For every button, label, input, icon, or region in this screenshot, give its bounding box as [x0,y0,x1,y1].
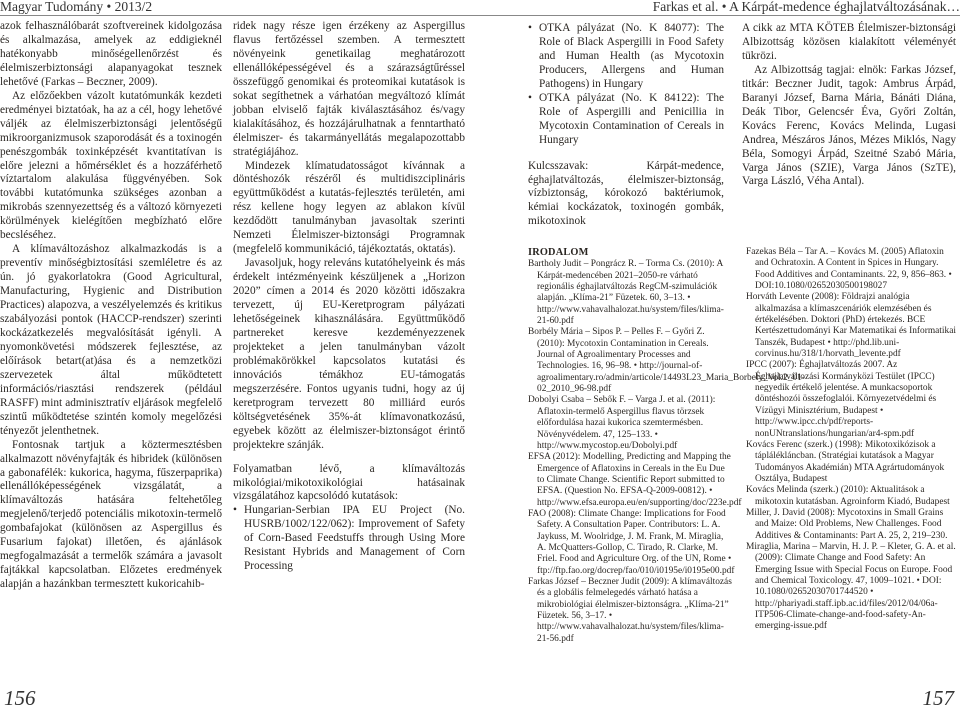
text-column-2 [233,20,465,654]
paragraph: Mindezek klímatudatosságot kívánnak a döntéshozók részéről és multidiszciplináris együttműködést a kutatás-fejlesztés területén, ami rész kellene hogy legyen az ablakon kívül kezdődött tanulmányban javasoltak szerinti Nemzeti Élelmiszer-biztonsági Programnak (megfelelő kommunikáció, tájékoztatás, oktatás). [233,159,465,256]
running-head-left: Magyar Tudomány • 2013/2 [0,0,153,14]
paragraph: Javasoljuk, hogy releváns kutatóhelyeink és más érdekelt intézményeink készüljenek a „Horizon 2020” címen a 2014 és 2020 közötti időszakra tervezett, új EU-Keretprogram pályázati lehetőségeinek kihasználására. Együttműködő partnereket keresve kezdeményezzenek projekteket a jelen tanulmányban vázolt problémakörökkel kapcsolatos kutatási és innovációs témákhoz EU-támogatás megszerzésére. Fontos ugyanis tudni, hogy az új keretprogram tervezett 80 milliárd eurós költségvetésének 35%-át klímavonatkozású, egyebek között az élelmiszer-biztonságot érintő projektekre szánják. [233,257,465,451]
paragraph: Az előzőekben vázolt kutatómunkák kezdeti eredményei biztatóak, ha az a cél, hogy lehetővé váljék az élelmiszerbiztonsági jelentőségű mikroorganizmusok szaporodását és a toxinogén penészgombák toxinképzését kvantitatívan is előre jelezni a hőmérséklet és a hozzáférhető víztartalom alakulása függvényében. Sok további kutatómunka szükséges azonban a mikrobás szennyezettség és a változó környezeti körülmények kielégítően megbízható előre becsléséhez. [0,89,222,242]
paragraph: Fontosnak tartjuk a köztermesztésben alkalmazott növényfajták és hibridek (különösen a gabonafélék: kukorica, hagyma, fűszerpaprika) ellenállóképességének vizsgálatát, a klímaváltozás hatására feltehetőleg megjelenő/terjedő potenciális mikotoxin-termelő gombafajokat (különösen az Aspergillus és Fusarium fajokat) illetően, és ajánlások megfogalmazását a termelők számára a javasolt fajtákkal kapcsolatban. Előzetes eredmények alapján a hazánkban termesztett kukoricahib- [0,438,222,591]
right-page [480,0,960,710]
paragraph: Az Albizottság tagjai: elnök: Farkas József, titkár: Beczner Judit, tagok: Ambrus Árpád, Baranyi József, Barna Mária, Bánáti Diána, Deák Tibor, Gelencsér Éva, Győri Zoltán, Kovács Ferenc, Kovács Melinda, Lugasi Andrea, Mészáros János, Mézes Miklós, Nagy Béla, Somogyi Árpád, Szeitné Szabó Mária, Varga János (SZIE), Varga János (SzTE), Varga László, Véha Antal). [742,63,956,188]
reference-item: Dobolyi Csaba – Sebők F. – Varga J. et al. (2011): Aflatoxin-termelő Aspergillus flavus törzsek előfordulása hazai kukorica szemtermésben. Növényvédelem. 47, 125–133. • http://www.mycostop.eu/Dobolyi.pdf [528,395,716,451]
reference-item: FAO (2008): Climate Change: Implications for Food Safety. A Consultation Paper. Contributors: L. A. Jaykuss, M. Woolridge, J. M. Frank, M. Miraglia, A. McQuatters-Gollop, C. Tirado, R. Clarke, M. Friel. Food and Agriculture Org. of the UN, Rome • ftp://ftp.fao.org/docrep/fao/010/i0195e/i0195e00.pdf [528,508,735,576]
paragraph: azok felhasználóbarát szoftvereinek kidolgozása és alkalmazása, amelyek az eddigieknél hatékonyabb minőségellenőrzést és élelmiszerbiztonsági alapanyagokat tesznek lehetővé (Farkas – Beczner, 2009). [0,20,222,88]
reference-item: Fazekas Béla – Tar A. – Kovács M. (2005) Aflatoxin and Ochratoxin. A Content in Spices in Hungary. Food Additives and Contaminants. 22, 9, 856–863. • DOI:10.1080/02652030500198027 [746,247,952,292]
paragraph: A cikk az MTA KÖTEB Élelmiszer-biztonsági Albizottság közösen kialakított véleményét tükrözi. [742,22,956,62]
references-column-right [746,247,956,667]
list-item: • OTKA pályázat (No. K 84077): The Role of Black Aspergilli in Food Safety and Human Health (as Mycotoxin Producers, Allergens and Human Pathogens) in Hungary [528,22,724,92]
keywords: Kulcsszavak: Kárpát-medence, éghajlatváltozás, élelmiszer-biztonság, vízbiztonság, kórokozó baktériumok, kémiai kockázatok, toxinogén gombák, mikotoxinok [528,159,724,228]
reference-item: Bartholy Judit – Pongrácz R. – Torma Cs. (2010): A Kárpát-medencében 2021–2050-re várható regionális éghajlatváltozás RegCM-szimulációk alapján. „Klíma-21” Füzetek. 60, 3–13. • http://www.vahavalhalozat.hu/system/files/klima-21-60.pdf [528,259,724,327]
text-column-4 [742,22,956,242]
research-list [528,22,724,148]
list-item: • OTKA pályázat (No. K 84122): The Role of Aspergilli and Penicillia in Mycotoxin Contamination of Cereals in Hungary [528,92,724,148]
paragraph: ridek nagy része igen érzékeny az Aspergillus flavus fertőzéssel szemben. A termesztett növényeink genetikailag meghatározott ellenállóképességével és a szárazságtűréssel összefüggő genomikai és proteomikai kutatások is sokat segíthetnek a várhatóan megváltozó klímát jobban elviselő fajták kiválasztásához és/vagy kialakításához, és hozzájárulhatnak a fenntartható élelmiszer- és takarmányellátás megalapozottabb stratégiájához. [233,20,465,158]
paragraph: A klímaváltozáshoz alkalmazkodás is a preventív minőségbiztosítási szemléletre és az ún. jó gyakorlatokra (Good Agricultural, Manufacturing, Hygienic and Distribution Practices) alapozva, a veszélyelemzés és kritikus szabályozási pontok (HACCP-rendszer) szerinti kockázatkezelés megvalósítását igényli. A nyomonkövetési módszerek fejlesztése, az előírások betart(at)ása és a nemzetközi szervezetek által működtetett információs/riasztási rendszerek (például RASFF) mint adminisztratív eljárások megfelelő szintű működtetése szintén komoly megelőzési tényezőt jelenthetnek. [0,243,222,437]
reference-item: Kovács Melinda (szerk.) (2010): Aktualitások a mikotoxin kutatásban. Agroinform Kiadó, Budapest [746,485,950,507]
reference-item: EFSA (2012): Modelling, Predicting and Mapping the Emergence of Aflatoxins in Cereals in the Eu Due to Climate Change. Scientific Report submitted to EFSA. (Question No. EFSA-Q-2009-00812). • http://www.efsa.europa.eu/en/supporting/doc/223e.pdf [528,452,742,508]
left-page [0,0,480,710]
reference-item: Miller, J. David (2008): Mycotoxins in Small Grains and Maize: Old Problems, New Challenges. Food Additives & Contaminants: Part A. 25, 2, 219–230. [746,507,948,541]
reference-item: Kovács Ferenc (szerk.) (1998): Mikotoxikózisok a táplálékláncban. (Stratégiai kutatások a Magyar Tudományos Akadémián) MTA Agrártudományok Osztálya, Budapest [746,439,945,484]
references-column-left [528,247,805,667]
research-list [233,504,465,574]
reference-item: Miraglia, Marina – Marvin, H. J. P. – Kleter, G. A. et al. (2009): Climate Change and Food Safety: An Emerging Issue with Special Focus on Europe. Food and Chemical Toxicology. 47, 1009–1021. • DOI: 10.1080/02652030701744520 • http://phariyadi.staff.ipb.ac.id/files/2012/04/06a-ITP506-Climate-change-and-food-safety-An-emerging-issue.pdf [746,541,956,632]
reference-item: Farkas József – Beczner Judit (2009): A klímaváltozás és a globális felmelegedés várható hatása a mikrobiológiai élelmiszer-biztonságra. „Klíma-21” Füzetek. 56, 3–17. • http://www.vahavalhalozat.hu/system/files/klima-21-56.pdf [528,576,732,644]
paragraph: Folyamatban lévő, a klímaváltozás mikológiai/mikotoxikológiai hatásainak vizsgálatához kapcsolódó kutatások: [233,462,465,503]
header-rule-right [480,15,960,16]
running-head-right: Farkas et al. • A Kárpát-medence éghajlatváltozásának… [652,0,960,14]
text-column-3 [528,22,724,242]
page-number-left: 156 [4,686,36,710]
list-item: • Hungarian-Serbian IPA EU Project (No. HUSRB/1002/122/062): Improvement of Safety of Corn-Based Feedstuffs through Using More Resistant Hybrids and Management of Corn Processing [233,504,465,574]
text-column-1 [0,20,222,654]
page-number-right: 157 [922,686,954,710]
reference-item: Horváth Levente (2008): Földrajzi analógia alkalmazása a klímaszcenáriók elemzésében és értékelésében. Doktori (PhD) értekezés. BCE Kertészettudományi Kar Matematikai és Informatikai Tanszék, Budapest • http://phd.lib.uni-corvinus.hu/318/1/horvath_levente.pdf [746,292,956,360]
header-rule-left [0,15,480,16]
references-heading: IRODALOM [528,247,589,258]
reference-item: Borbély Mária – Sipos P. – Pelles F. – Győri Z. (2010): Mycotoxin Contamination in Cereals. Journal of Agroalimentary Processes and Technologies. 16, 96–98. • http://journal-of-agroalimentary.ro/admin/articole/14493L23_Maria_Borbely_Vol.2_01-02_2010_96-98.pdf [528,327,805,395]
reference-item: IPCC (2007): Éghajlatváltozás 2007. Az Éghajlatváltozási Kormányközi Testület (IPCC) negyedik értékelő jelentése. A munkacsoportok döntéshozói összefoglalói. Környezetvédelmi és Vízügyi Minisztérium, Budapest • http://www.ipcc.ch/pdf/reports-nonUNtranslations/hungarian/ar4-spm.pdf [746,360,937,439]
